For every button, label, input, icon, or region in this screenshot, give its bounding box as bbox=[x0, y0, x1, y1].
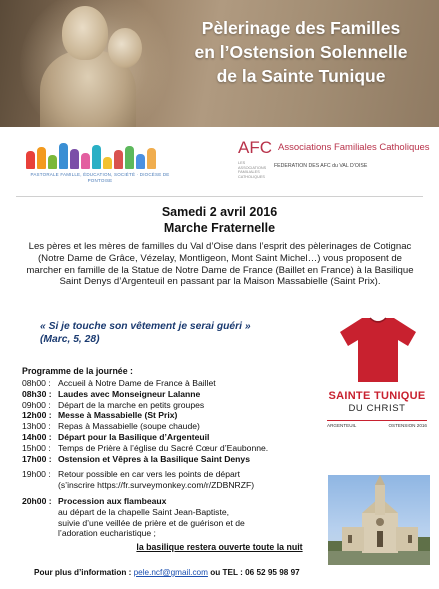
schedule-row bbox=[22, 410, 322, 421]
schedule-activity: Repas à Massabielle (soupe chaude) bbox=[58, 421, 200, 432]
family-figure-icon bbox=[48, 155, 57, 169]
contact-label: Pour plus d’information : bbox=[34, 568, 132, 577]
schedule-activity: Retour possible en car vers les points de départ bbox=[58, 469, 241, 480]
family-figure-icon bbox=[147, 148, 156, 169]
pastorale-logo-text: PASTORALE FAMILLE, ÉDUCATION, SOCIÉTÉ · DIOCÈSE DE PONTOISE bbox=[30, 172, 170, 183]
afc-federation: FEDERATION DES AFC du VAL D’OISE bbox=[274, 163, 368, 169]
statue-head bbox=[62, 6, 108, 60]
banner-title-line-3: de la Sainte Tunique bbox=[216, 66, 386, 86]
scripture-quote bbox=[40, 320, 251, 346]
contact-email-link[interactable]: pele.ncf@gmail.com bbox=[133, 568, 208, 577]
schedule-row bbox=[22, 400, 322, 411]
schedule-activity: Départ de la marche en petits groupes bbox=[58, 399, 205, 410]
schedule-row bbox=[22, 507, 322, 518]
schedule-time bbox=[22, 518, 58, 529]
event-subtitle: Marche Fraternelle bbox=[163, 221, 276, 235]
schedule-time: 12h00 : bbox=[22, 410, 52, 421]
afc-small-text: LES ASSOCIATIONS FAMILIALES CATHOLIQUES bbox=[238, 161, 267, 179]
afc-logo bbox=[238, 138, 438, 188]
schedule-activity: Procession aux flambeaux bbox=[58, 495, 167, 506]
tunic-title: SAINTE TUNIQUE bbox=[328, 390, 426, 402]
contact-phone: ou TEL : 06 52 95 98 97 bbox=[210, 568, 300, 577]
schedule-activity: Ostension et Vêpres à la Basilique Saint Denys bbox=[58, 453, 250, 464]
family-figure-icon bbox=[70, 149, 79, 169]
schedule-time: 19h00 : bbox=[22, 469, 51, 480]
family-figure-icon bbox=[26, 151, 35, 169]
family-figure-icon bbox=[81, 153, 90, 169]
schedule-row bbox=[22, 432, 322, 443]
schedule-activity: Temps de Prière à l’église du Sacré Cœur d’Eaubonne. bbox=[58, 442, 269, 453]
intro-paragraph: Les pères et les mères de familles du Val d’Oise dans l’esprit des pèlerinages de Cotignac (Notre Dame de Grâce, Vézelay, Montligeon, Mont Saint Michel…) vous proposent de marcher en famille de la Statue de Notre Dame de France (Baillet en France) à la Basilique Saint Denys d’Argenteuil en passant par la Maison Massabielle (Saint Prix). bbox=[26, 241, 414, 288]
banner-title-line-2: en l’Ostension Solennelle bbox=[194, 42, 408, 62]
schedule-activity: (s’inscrire https://fr.surveymonkey.com/r/ZDBNRZF) bbox=[58, 480, 255, 491]
family-figure-icon bbox=[103, 157, 112, 169]
basilica-icon bbox=[328, 475, 430, 565]
schedule-time: 09h00 : bbox=[22, 399, 51, 410]
contact-line bbox=[34, 568, 300, 577]
schedule-activity: Laudes avec Monseigneur Lalanne bbox=[58, 388, 201, 399]
schedule-row bbox=[22, 496, 322, 507]
schedule-time: 14h00 : bbox=[22, 431, 52, 442]
family-figure-icon bbox=[37, 147, 46, 169]
schedule-time: 08h00 : bbox=[22, 378, 51, 388]
afc-abbr: AFC bbox=[238, 138, 272, 157]
family-figures-icon bbox=[20, 137, 180, 169]
schedule-time bbox=[22, 528, 58, 539]
divider bbox=[16, 196, 423, 197]
basilica-photo bbox=[328, 475, 430, 565]
schedule-time bbox=[22, 507, 58, 518]
family-figure-icon bbox=[114, 150, 123, 169]
schedule-row bbox=[22, 443, 322, 454]
schedule-row bbox=[22, 421, 322, 432]
family-figure-icon bbox=[136, 154, 145, 169]
tunic-icon bbox=[338, 316, 418, 384]
program-schedule bbox=[22, 378, 322, 539]
schedule-activity: Départ pour la Basilique d’Argenteuil bbox=[58, 431, 210, 442]
pastorale-logo bbox=[20, 137, 180, 193]
schedule-row bbox=[22, 389, 322, 400]
statue-child bbox=[108, 28, 142, 68]
schedule-row bbox=[22, 469, 322, 480]
program-title: Programme de la journée : bbox=[22, 366, 133, 376]
schedule-row bbox=[22, 518, 322, 529]
schedule-time: 15h00 : bbox=[22, 442, 51, 453]
banner-title-line-1: Pèlerinage des Familles bbox=[201, 18, 401, 38]
tunic-subtitle: DU CHRIST bbox=[348, 403, 406, 414]
family-figure-icon bbox=[59, 143, 68, 169]
tunic-footer bbox=[327, 423, 427, 428]
schedule-time: 08h30 : bbox=[22, 388, 52, 399]
quote-text: « Si je touche son vêtement je serai guéri » bbox=[40, 321, 251, 332]
program-closing-note: la basilique restera ouverte toute la nuit bbox=[136, 542, 303, 552]
schedule-time: 17h00 : bbox=[22, 453, 52, 464]
tunic-place: ARGENTEUIL bbox=[327, 423, 357, 428]
tunic-caption bbox=[322, 390, 432, 428]
schedule-activity: suivie d’une veillée de prière et de guérison et de bbox=[58, 517, 245, 528]
schedule-row bbox=[22, 454, 322, 465]
schedule-row bbox=[22, 378, 322, 389]
schedule-time: 20h00 : bbox=[22, 495, 52, 506]
family-figure-icon bbox=[125, 146, 134, 169]
schedule-row bbox=[22, 480, 322, 491]
schedule-activity: Accueil à Notre Dame de France à Baillet bbox=[58, 378, 216, 388]
schedule-row bbox=[22, 528, 322, 539]
event-date: Samedi 2 avril 2016 bbox=[161, 205, 278, 219]
tunic-years: OSTENSION 2016 bbox=[388, 423, 427, 428]
afc-name: Associations Familiales Catholiques bbox=[278, 142, 430, 153]
quote-reference: (Marc, 5, 28) bbox=[40, 334, 100, 345]
schedule-activity: l’adoration eucharistique ; bbox=[58, 528, 156, 539]
schedule-time: 13h00 : bbox=[22, 421, 51, 432]
family-figure-icon bbox=[92, 145, 101, 169]
tunic-rule bbox=[327, 420, 427, 421]
schedule-activity: Messe à Massabielle (St Prix) bbox=[58, 410, 178, 421]
header-banner bbox=[0, 0, 439, 127]
banner-title bbox=[170, 16, 432, 88]
schedule-activity: au départ de la chapelle Saint Jean-Baptiste, bbox=[58, 506, 230, 517]
schedule-time bbox=[22, 480, 58, 491]
